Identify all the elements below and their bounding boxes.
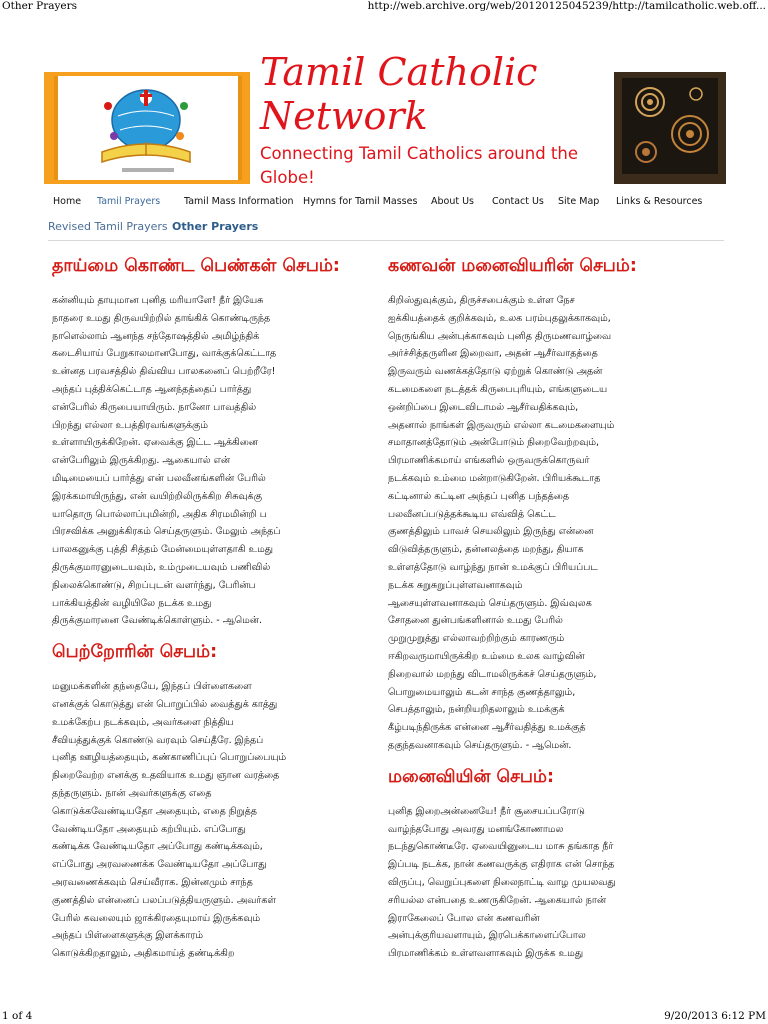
prayer-line: சோதனை துன்பங்களினால் உமது பேரில் bbox=[388, 615, 563, 627]
prayer-line: ஐக்கியத்தைக் குறிக்கவும், உலக பரம்புதலுக்காகவும், bbox=[388, 312, 611, 324]
print-header bbox=[0, 0, 768, 14]
prayer-line: திருக்குமாரனுடையவும், உம்முடையவும் பணிவில் bbox=[52, 561, 271, 573]
prayer-line: நாதரை உமது திருவயிற்றில் தாங்கிக் கொண்டிருந்த bbox=[52, 312, 271, 324]
prayer-line: ஆசையுள்ளவனாகவும் செய்தருளும். இவ்வுலக bbox=[388, 597, 592, 609]
prayer-line: பேரில் கவலையும் ஜாக்கிரதையுமாய் இருக்கவும் bbox=[52, 912, 261, 924]
prayer-line: யாதொரு பொல்லாப்புமின்றி, அதிக சிரமமின்றி ப bbox=[52, 508, 267, 520]
prayer-line: கன்னியும் தாயுமான புனித மரியாளே! நீர் இயேசு bbox=[52, 295, 264, 306]
mother-prayer-heading: தாய்மை கொண்ட பெண்கள் செபம்: bbox=[52, 256, 340, 276]
prayer-line: உள்ளத்தோடு வாழ்ந்து நான் உமக்குப் பிரியப்பட bbox=[388, 561, 598, 573]
prayer-line: கண்டிக்க வேண்டியதோ அப்போது கண்டிக்கவும், bbox=[52, 841, 263, 853]
prayer-line: சமாதானத்தோடும் அன்போடும் நிறைவேற்றவும், bbox=[388, 437, 599, 449]
prayer-line: அதனால் நாங்கள் இருவரும் எல்லா கடமைகளையும் bbox=[388, 419, 615, 431]
spouses-prayer-text bbox=[388, 292, 716, 755]
prayer-line: அந்தப் புத்திக்கெட்டாத ஆனந்தத்தைப் பார்த்து bbox=[52, 383, 252, 395]
site-title-line2: Network bbox=[260, 94, 428, 138]
print-footer bbox=[0, 1008, 768, 1024]
print-page-number: 1 of 4 bbox=[2, 1010, 33, 1022]
prayer-line: கீழ்படிந்திருக்க என்னை ஆசீர்வதித்து உமக்குத் bbox=[388, 722, 586, 734]
prayer-line: கடைசியாய் பேறுகாலமானபோது, வாக்குக்கெட்டாத bbox=[52, 348, 277, 360]
prayer-line: ஈகிறவருமாயிருக்கிற உம்மை உலக வாழ்வின் bbox=[388, 650, 585, 662]
prayer-line: பிரசவிக்க அனுக்கிரகம் செய்தருளும். மேலும் அந்தப் bbox=[52, 526, 281, 538]
prayer-line: குணத்தில் என்னைப் பலப்படுத்தியருளும். அவர்கள் bbox=[52, 894, 276, 906]
prayer-line: கட்டினால் கட்டின அந்தப் புனித பந்தத்தை bbox=[388, 490, 570, 502]
prayer-line: உள்ளாயிருக்கிறேன். ஏவைக்கு இட்ட ஆக்கினை bbox=[52, 437, 259, 449]
prayer-line: புனித இறைஅன்னையே! நீர் சூசையப்பரோடு bbox=[388, 805, 585, 817]
prayer-line: உன்னத பரவசத்தில் திவ்விய பாலகனைப் பெற்றீரே! bbox=[52, 366, 276, 378]
prayer-line: அரவணைக்கவும் செய்வீராக. இன்னமும் சாந்த bbox=[52, 876, 253, 888]
site-title bbox=[260, 50, 537, 138]
nav-site-map[interactable]: Site Map bbox=[558, 196, 600, 207]
prayer-line: கொடுக்கவேண்டியதோ அதையும், எதை நிறுத்த bbox=[52, 805, 257, 817]
prayer-line: பாக்கியத்தின் வழியிலே நடக்க உமது bbox=[52, 597, 212, 609]
prayer-line: நெருங்கிய அன்புக்காகவும் புனித திருமணவாழ்வை bbox=[388, 330, 612, 342]
prayer-line: அன்புக்குரியவளாயும், இரபெக்காளைப்போல bbox=[388, 930, 586, 942]
right-column bbox=[388, 254, 716, 973]
parents-prayer-text bbox=[52, 678, 380, 963]
prayer-line: நாளெல்லாம் ஆனந்த சந்தோஷத்தில் அமிழ்ந்திக் bbox=[52, 330, 260, 342]
prayer-line: இருவரும் வணக்கத்தோடு ஏற்றுக் கொண்டு அதன் bbox=[388, 366, 603, 378]
prayer-line: பிரமாணிக்கம் உள்ளவளாகவும் இருக்க உமது bbox=[388, 948, 584, 960]
prayer-line: என்பேரிலும் இருக்கிறது. ஆகையால் என் bbox=[52, 455, 231, 467]
prayer-line: பலவீனப்படுத்தக்கூடிய எவ்வித் கெட்ட bbox=[388, 508, 556, 520]
spiral-pattern-icon bbox=[622, 78, 718, 174]
prayer-line: நடந்துகொண்டீரே. ஏவையினுடைய மாசு தங்காத நீர் bbox=[388, 841, 614, 853]
subnav-revised-tamil-prayers[interactable]: Revised Tamil Prayers bbox=[48, 220, 168, 233]
spiral-art-image bbox=[614, 72, 726, 184]
network-logo[interactable] bbox=[44, 72, 250, 184]
prayer-line: தகுந்தவனாகவும் செய்தருளும். - ஆமென். bbox=[388, 739, 572, 751]
subnav-other-prayers[interactable]: Other Prayers bbox=[172, 220, 259, 233]
prayer-line: முறுமுறுத்து எல்லாவற்றிற்கும் காரணரும் bbox=[388, 633, 565, 645]
mother-prayer-text bbox=[52, 292, 380, 630]
nav-about-us[interactable]: About Us bbox=[431, 196, 475, 207]
prayer-line: எப்போது அரவணைக்க வேண்டியதோ அப்போது bbox=[52, 859, 267, 871]
prayer-line: பிரமாணிக்கமாய் எங்களில் ஒருவருக்கொருவர் bbox=[388, 455, 590, 467]
nav-tamil-prayers[interactable]: Tamil Prayers bbox=[97, 196, 161, 207]
wife-prayer-text bbox=[388, 803, 716, 963]
prayer-line: நடக்க சுறுசுறுப்புள்ளவனாகவும் bbox=[388, 579, 523, 591]
globe-book-icon bbox=[58, 76, 238, 180]
nav-tamil-mass-information[interactable]: Tamil Mass Information bbox=[184, 196, 294, 207]
prayer-line: அந்தப் பிள்ளைகளுக்கு இளக்காரம் bbox=[52, 930, 204, 942]
prayer-line: சீவியத்துக்குக் கொண்டு வரவும் செய்தீரே. இந்தப் bbox=[52, 734, 264, 746]
prayer-line: இராகேலைப் போல என் கணவரின் bbox=[388, 912, 540, 924]
prayer-line: புனித ஊழியத்தையும், கண்காணிப்புப் பொறுப்பையும் bbox=[52, 752, 287, 764]
site-tagline: Connecting Tamil Catholics around the Globe! bbox=[260, 144, 579, 187]
prayer-line: குணத்திலும் பாவச் செயலிலும் இருந்து என்னை bbox=[388, 526, 594, 538]
prayer-line: மனுமக்களின் தந்தையே, இந்தப் பிள்ளைகளை bbox=[52, 681, 252, 693]
prayer-line: செபத்தாலும், நன்றியறிதலாலும் உமக்குக் bbox=[388, 704, 565, 716]
prayer-line: ஒன்றிப்பை இடைவிடாமல் ஆசீர்வதிக்கவும், bbox=[388, 401, 579, 413]
nav-links-resources[interactable]: Links & Resources bbox=[616, 196, 703, 207]
prayer-line: நிறைவேற்ற எனக்கு உதவியாக உமது ஞான வரத்தை bbox=[52, 770, 280, 782]
prayer-line: கொடுக்கிறதாலும், அதிகமாய்த் தண்டிக்கிற bbox=[52, 948, 235, 960]
prayer-line: அர்ச்சித்தருளின இறைவா, அதன் ஆசீர்வாதத்தை bbox=[388, 348, 598, 360]
prayer-line: பொறுமையாலும் கடன் சாந்த குணத்தாலும், bbox=[388, 686, 576, 698]
prayer-line: பிறந்து எல்லா உபத்திரவங்களுக்கும் bbox=[52, 419, 209, 431]
prayer-line: தந்தருளும். நான் அவர்களுக்கு எதை bbox=[52, 787, 212, 799]
subnav-divider bbox=[48, 240, 724, 241]
print-page-title: Other Prayers bbox=[2, 0, 78, 12]
prayer-line: வாழ்ந்தபோது அவரது மனங்கோணாமல bbox=[388, 823, 564, 835]
nav-home[interactable]: Home bbox=[53, 196, 82, 207]
prayer-line: நிலைக்கொண்டு, சிறப்புடன் வளர்ந்து, பேரின்ப bbox=[52, 579, 256, 591]
nav-contact-us[interactable]: Contact Us bbox=[492, 196, 544, 207]
prayer-line: நடக்கவும் உம்மை மன்றாடுகிறேன். பிரியக்கூடாத bbox=[388, 472, 601, 484]
prayer-line: என்பேரில் கிருபையாயிரும். நானோ பாவத்தில் bbox=[52, 401, 257, 413]
prayer-line: விருப்பு, வெறுப்புகளை நிலைநாட்டி வாழ முயலவது bbox=[388, 876, 616, 888]
prayer-line: கடமைகளை நடத்தக் கிருபைபுரியும், எங்களுடைய bbox=[388, 383, 608, 395]
prayer-line: எனக்குக் கொடுத்து என் பொறுப்பில் வைத்துக் காத்து bbox=[52, 698, 278, 710]
prayer-line: இரக்கமாயிருந்து, என் வயிற்றிலிருக்கிற சிசுவுக்கு bbox=[52, 490, 262, 502]
prayer-line: திருக்குமாரனை வேண்டிக்கொள்ளும். - ஆமென். bbox=[52, 615, 263, 627]
parents-prayer-heading: பெற்றோரின் செபம்: bbox=[52, 642, 218, 663]
prayer-line: நிறைவால் மறந்து விடாமலிருக்கச் செய்தருளும், bbox=[388, 668, 597, 680]
prayer-line: சரியல்ல என்பதை உணருகிறேன். ஆகையால் நான் bbox=[388, 894, 607, 906]
site-title-line1: Tamil Catholic bbox=[260, 50, 538, 94]
nav-hymns-for-tamil-masses[interactable]: Hymns for Tamil Masses bbox=[303, 196, 418, 207]
prayer-line: பாலகனுக்கு புத்தி சித்தம் மேன்மையுள்ளதாகி உமது bbox=[52, 544, 274, 556]
left-column bbox=[52, 254, 380, 973]
print-url[interactable]: http://web.archive.org/web/20120125045239/http://tamilcatholic.web.off... bbox=[367, 0, 766, 12]
prayer-line: கிறிஸ்துவுக்கும், திருச்சபைக்கும் உள்ள நேச bbox=[388, 295, 575, 306]
prayer-line: உமக்கேற்ப நடக்கவும், அவர்களை நித்திய bbox=[52, 716, 234, 728]
wife-prayer-heading: மனைவியின் செபம்: bbox=[388, 766, 554, 787]
prayer-line: இப்படி நடக்க, நான் கணவருக்கு எதிராக என் சொந்த bbox=[388, 859, 615, 871]
spouses-prayer-heading: கணவன் மனைவியரின் செபம்: bbox=[388, 256, 637, 276]
prayer-line: வேண்டியதோ அதையும் கற்பியும். எப்போது bbox=[52, 823, 246, 835]
prayer-line: விடுவித்தருளும், தன்னலத்தை மறந்து, தியாக bbox=[388, 544, 584, 556]
prayer-line: மிடிமையைப் பார்த்து என் பலவீனங்களின் பேரில் bbox=[52, 472, 266, 484]
site-banner bbox=[44, 44, 726, 194]
print-datetime: 9/20/2013 6:12 PM bbox=[664, 1010, 766, 1022]
